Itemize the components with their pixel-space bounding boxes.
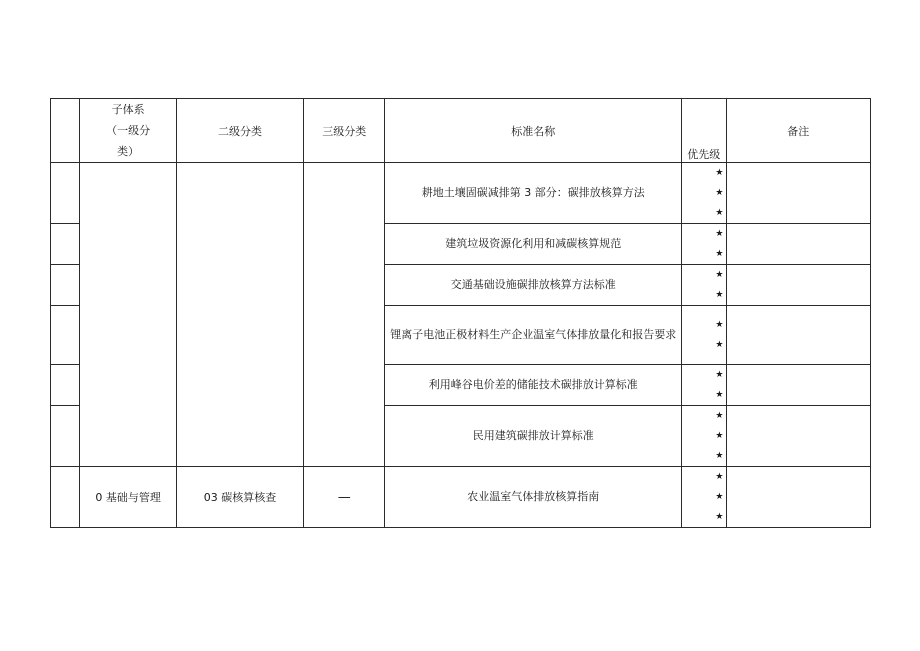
table-row — [51, 163, 871, 224]
standard-name-cell: 民用建筑碳排放计算标准 — [385, 406, 682, 467]
standard-name-cell: 建筑垃圾资源化利用和减碳核算规范 — [385, 224, 682, 265]
row-index-cell — [51, 265, 80, 306]
priority-stars: ★ ★ ★ — [681, 467, 726, 528]
row-index-cell — [51, 406, 80, 467]
priority-stars: ★ ★ — [681, 224, 726, 265]
standard-name-cell: 利用峰谷电价差的储能技术碳排放计算标准 — [385, 365, 682, 406]
header-index — [51, 99, 80, 163]
header-tertiary: 三级分类 — [304, 99, 385, 163]
remarks-cell — [726, 306, 871, 365]
standard-name-cell: 农业温室气体排放核算指南 — [385, 467, 682, 528]
priority-stars: ★ ★ ★ — [681, 406, 726, 467]
subsystem-cell: 0 基础与管理 — [80, 467, 177, 528]
tertiary-cell — [304, 163, 385, 467]
header-priority: 优先级 — [681, 99, 726, 163]
table-row — [51, 467, 871, 528]
header-subsystem: 子体系 （一级分 类） — [80, 99, 177, 163]
remarks-cell — [726, 406, 871, 467]
row-index-cell — [51, 224, 80, 265]
priority-stars: ★ ★ — [681, 265, 726, 306]
remarks-cell — [726, 163, 871, 224]
row-index-cell — [51, 163, 80, 224]
priority-stars: ★ ★ ★ — [681, 163, 726, 224]
standard-name-cell: 交通基础设施碳排放核算方法标准 — [385, 265, 682, 306]
secondary-cell — [176, 163, 303, 467]
remarks-cell — [726, 467, 871, 528]
priority-stars: ★ ★ — [681, 306, 726, 365]
standard-name-cell: 耕地土壤固碳减排第 3 部分：碳排放核算方法 — [385, 163, 682, 224]
standard-name-cell: 锂离子电池正极材料生产企业温室气体排放量化和报告要求 — [385, 306, 682, 365]
remarks-cell — [726, 224, 871, 265]
secondary-cell: 03 碳核算核查 — [176, 467, 303, 528]
header-standard-name: 标准名称 — [385, 99, 682, 163]
tertiary-cell: — — [304, 467, 385, 528]
standards-table — [50, 98, 871, 528]
row-index-cell — [51, 365, 80, 406]
header-secondary: 二级分类 — [176, 99, 303, 163]
header-remarks: 备注 — [726, 99, 871, 163]
remarks-cell — [726, 265, 871, 306]
priority-stars: ★ ★ — [681, 365, 726, 406]
row-index-cell — [51, 467, 80, 528]
remarks-cell — [726, 365, 871, 406]
subsystem-cell — [80, 163, 177, 467]
row-index-cell — [51, 306, 80, 365]
header-row — [51, 99, 871, 163]
